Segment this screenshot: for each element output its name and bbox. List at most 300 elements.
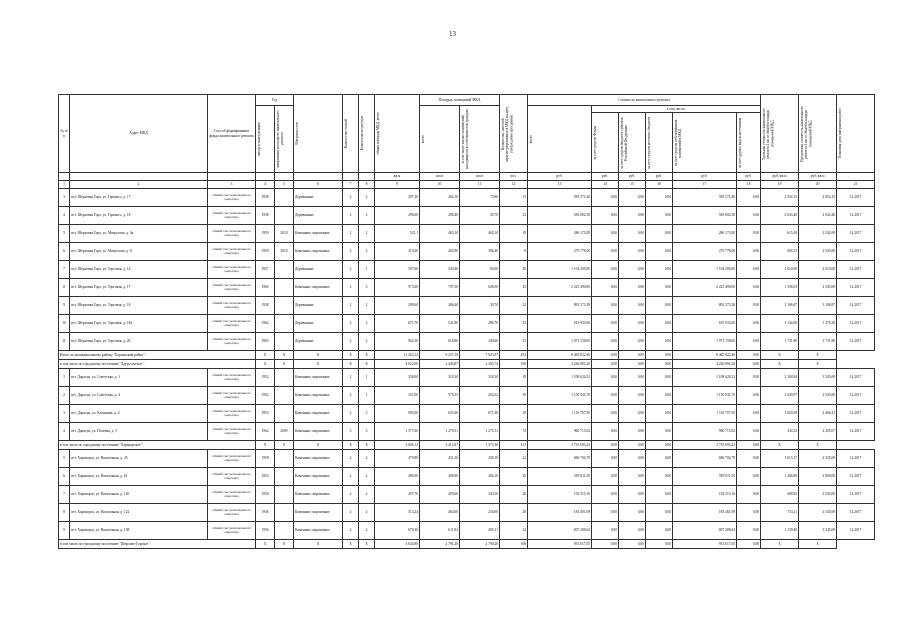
table-cell: 0,00 xyxy=(592,405,619,423)
table-cell: 0,00 xyxy=(737,261,761,279)
table-cell: 1936 xyxy=(256,504,275,522)
table-cell xyxy=(275,450,294,468)
table-cell: 402,80 xyxy=(420,243,460,261)
column-number-cell: 11 xyxy=(460,181,500,189)
column-number-cell: 8 xyxy=(359,181,375,189)
table-cell: 9 xyxy=(59,522,70,540)
table-cell: 0,00 xyxy=(737,405,761,423)
col-date-header: Плановая дата завершения работ xyxy=(837,95,875,173)
table-cell: 1 104 295,00 xyxy=(673,261,737,279)
table-cell: 454,52 xyxy=(460,387,500,405)
table-cell: 1 139,40 xyxy=(761,522,799,540)
table-cell: 0,00 xyxy=(737,279,761,297)
table-cell: 2 545,69 xyxy=(799,486,837,504)
table-cell: 18 xyxy=(500,225,528,243)
table-cell xyxy=(275,261,294,279)
table-cell: 0,00 xyxy=(619,261,646,279)
column-number-cell: 16 xyxy=(646,181,673,189)
subtotal-cell: X xyxy=(761,360,799,369)
table-cell: 0,00 xyxy=(737,423,761,441)
col-total-area-header: общая площадь МКД, всего xyxy=(375,95,420,173)
table-cell: 0,00 xyxy=(619,189,646,207)
table-cell: 1938 xyxy=(256,207,275,225)
subtotal-cell: 2 446,87 xyxy=(420,360,460,369)
column-number-cell: 2 xyxy=(70,181,208,189)
col-cost-fund-header: за счет средств Фонда xyxy=(592,113,619,173)
table-row xyxy=(59,261,875,279)
table-cell: 0,00 xyxy=(592,387,619,405)
table-cell: 32 xyxy=(500,315,528,333)
table-row xyxy=(59,207,875,225)
table-cell: 2 xyxy=(343,333,359,351)
table-cell: 2 xyxy=(343,504,359,522)
table-cell: 583 802,50 xyxy=(673,207,737,225)
table-cell: 0,00 xyxy=(592,189,619,207)
table-cell: пгт. Харанорск, ул. Вокзальная, д. 45 xyxy=(70,450,208,468)
table-row xyxy=(59,189,875,207)
subtotal-row xyxy=(59,540,875,549)
table-cell: 6 xyxy=(59,468,70,486)
table-cell xyxy=(275,504,294,522)
table-cell: 0,00 xyxy=(646,405,673,423)
table-cell: 30 xyxy=(500,387,528,405)
column-numbers-row xyxy=(59,181,875,189)
table-cell: 5 xyxy=(59,225,70,243)
table-cell: общий счет регионального оператора xyxy=(208,279,256,297)
subtotal-cell: 0,00 xyxy=(737,441,761,450)
col-cost-total-header: всего xyxy=(528,106,592,173)
table-cell: 4 xyxy=(59,207,70,225)
table-cell: 2 xyxy=(359,522,375,540)
table-cell: пгт. Шерловая Гора, ул. Матросова, д. 6 xyxy=(70,243,208,261)
table-cell: 892 373,38 xyxy=(673,297,737,315)
table-cell: 686 704,79 xyxy=(528,450,592,468)
subtotal-cell: X xyxy=(294,351,343,360)
table-cell: пгт. Харанорск, ул. Вокзальная, д. 158 xyxy=(70,522,208,540)
table-cell: пгт. Шерловая Гора, ул. Матросова, д. 4а xyxy=(70,225,208,243)
table-cell: 0,00 xyxy=(737,243,761,261)
table-cell: 0,00 xyxy=(619,297,646,315)
table-cell: пгт. Шерловая Гора, ул. Торговая, д. 14 xyxy=(70,261,208,279)
table-cell: пгт. Шерловая Гора, ул. Горького, д. 17 xyxy=(70,189,208,207)
unit-cell xyxy=(275,173,294,181)
subtotal-cell: 100 xyxy=(500,360,528,369)
table-cell: 2 xyxy=(343,297,359,315)
table-cell: 192 315,16 xyxy=(528,486,592,504)
table-cell: 279 778,00 xyxy=(673,243,737,261)
subtotal-cell: X xyxy=(799,351,837,360)
table-cell: 0,00 xyxy=(737,225,761,243)
table-cell: Деревянные xyxy=(294,297,343,315)
table-cell: 286 173,00 xyxy=(528,225,592,243)
table-cell: 0,00 xyxy=(646,387,673,405)
table-cell: 1 108 624,52 xyxy=(528,369,592,387)
column-number-cell: 21 xyxy=(837,181,875,189)
subtotal-cell: 0,00 xyxy=(737,360,761,369)
table-cell: 2 545,69 xyxy=(799,243,837,261)
table-cell: 973,60 xyxy=(375,279,420,297)
column-number-cell: 17 xyxy=(673,181,737,189)
table-cell: 7 xyxy=(59,486,70,504)
subtotal-cell: 0,00 xyxy=(737,351,761,360)
table-cell: 1 108 624,52 xyxy=(673,369,737,387)
table-cell: 0,00 xyxy=(737,297,761,315)
table-cell: 0,00 xyxy=(592,522,619,540)
table-cell: 0,00 xyxy=(737,450,761,468)
table-cell: 0,00 xyxy=(619,522,646,540)
col-wall-header: Материал стен xyxy=(294,95,343,173)
subtotal-row xyxy=(59,360,875,369)
unit-cell: руб. xyxy=(673,173,737,181)
table-cell: 4 xyxy=(59,423,70,441)
column-number-cell: 20 xyxy=(799,181,837,189)
subtotal-cell: X xyxy=(294,540,343,549)
table-cell: 1953 xyxy=(256,468,275,486)
table-cell: 2 xyxy=(343,207,359,225)
table-cell: 619 933,60 xyxy=(528,315,592,333)
col-max-unit-cost-header: Предельная стоимость капитального ремонта 1 кв. м общей площади помещений МКД xyxy=(799,95,837,173)
table-cell xyxy=(275,315,294,333)
table-cell: пгт. Шерловая Гора, ул. Торговая, д. 20 xyxy=(70,333,208,351)
table-cell: 0,00 xyxy=(619,405,646,423)
table-row xyxy=(59,369,875,387)
table-cell: 486,00 xyxy=(375,468,420,486)
table-cell: 1 731,88 xyxy=(761,333,799,351)
table-cell: 0,00 xyxy=(646,261,673,279)
subtotal-cell: X xyxy=(799,441,837,450)
table-cell: 1 xyxy=(359,387,375,405)
table-cell: Деревянные xyxy=(294,207,343,225)
subtotal-cell: 9 237,10 xyxy=(420,351,460,360)
table-cell: 2 800,00 xyxy=(799,468,837,486)
table-cell: 0,00 xyxy=(592,243,619,261)
table-cell: 12.2017 xyxy=(837,279,875,297)
table-cell: общий счет регионального оператора xyxy=(208,261,256,279)
subtotal-label: в том числе по городскому поселению "Харанорское": xyxy=(59,441,256,450)
table-cell: 0,00 xyxy=(737,189,761,207)
table-cell: пгт. Шерловая Гора, ул. Торговая, д. 18а xyxy=(70,315,208,333)
table-cell: 2 043,40 xyxy=(799,207,837,225)
table-cell: 0,00 xyxy=(646,333,673,351)
subtotal-cell: 953 617,05 xyxy=(673,540,737,549)
table-cell: 33 xyxy=(500,333,528,351)
table-cell: 0,00 xyxy=(592,504,619,522)
table-cell xyxy=(275,387,294,405)
subtotal-cell: 0,00 xyxy=(619,441,646,450)
table-cell: 619 933,60 xyxy=(673,315,737,333)
table-cell: 0,00 xyxy=(619,207,646,225)
table-cell: 12.2017 xyxy=(837,423,875,441)
subtotal-cell: 0,00 xyxy=(592,360,619,369)
table-cell xyxy=(275,333,294,351)
subtotal-cell: X xyxy=(359,360,375,369)
subtotal-label: Итого по муниципальному району "Борзинский район": xyxy=(59,351,256,360)
table-cell: 351,00 xyxy=(375,387,420,405)
page-number: 13 xyxy=(449,30,456,38)
table-cell: 1 xyxy=(359,261,375,279)
table-cell: 286,40 xyxy=(420,297,460,315)
table-cell: Деревянные xyxy=(294,333,343,351)
table-cell: 0,00 xyxy=(619,450,646,468)
table-cell: 1 144,00 xyxy=(761,315,799,333)
table-cell: 2 xyxy=(343,522,359,540)
col-num-header: № п/п xyxy=(59,95,70,173)
table-cell: 216,00 xyxy=(460,504,500,522)
subtotal-cell: 7 923,97 xyxy=(460,351,500,360)
table-cell: 12.2017 xyxy=(837,315,875,333)
table-cell: 12.2017 xyxy=(837,243,875,261)
table-cell: 2 xyxy=(359,207,375,225)
column-number-cell: 15 xyxy=(619,181,646,189)
table-cell: 0,00 xyxy=(737,207,761,225)
subtotal-cell: 11 263,12 xyxy=(375,351,420,360)
table-cell: 22 xyxy=(500,450,528,468)
table-cell: 3 xyxy=(343,423,359,441)
col-cost-other-header: за счет других видов источников xyxy=(737,113,761,173)
table-cell: 334,32 xyxy=(761,423,799,441)
table-cell: 1 820,38 xyxy=(761,405,799,423)
table-cell: пгт. Дарасун, ул. Калинина, д. 4 xyxy=(70,405,208,423)
table-cell xyxy=(275,486,294,504)
table-cell: 2 xyxy=(343,369,359,387)
table-cell: 2 449,97 xyxy=(761,387,799,405)
table-cell: 318,30 xyxy=(420,369,460,387)
subtotal-cell: 8 465 822,46 xyxy=(528,351,592,360)
table-cell: 611,82 xyxy=(420,522,460,540)
table-cell: 286,70 xyxy=(460,315,500,333)
table-cell: общий счет регионального оператора xyxy=(208,297,256,315)
column-number-cell: 5 xyxy=(275,181,294,189)
table-cell: 0,00 xyxy=(646,279,673,297)
table-cell xyxy=(275,189,294,207)
table-cell: 7 xyxy=(59,261,70,279)
table-cell: пгт. Шерловая Гора, ул. Торговая, д. 17 xyxy=(70,279,208,297)
table-cell: 1 279,51 xyxy=(420,423,460,441)
table-cell: 2 043,40 xyxy=(761,207,799,225)
table-cell: 18 xyxy=(500,369,528,387)
table-row xyxy=(59,522,875,540)
table-cell: 12.2017 xyxy=(837,207,875,225)
table-cell: 1 266,89 xyxy=(761,468,799,486)
table-cell: 686 704,79 xyxy=(673,450,737,468)
subtotal-cell: X xyxy=(294,441,343,450)
table-cell: 20 xyxy=(500,261,528,279)
table-row xyxy=(59,450,875,468)
header-row-top xyxy=(59,95,875,106)
table-cell: 2009 xyxy=(275,423,294,441)
unit-cell: кв.м xyxy=(375,173,420,181)
table-cell: 5 xyxy=(59,450,70,468)
table-cell: 0,00 xyxy=(646,243,673,261)
table-cell: 960 715,02 xyxy=(528,423,592,441)
subtotal-cell: 0,00 xyxy=(619,351,646,360)
subtotal-cell: X xyxy=(275,540,294,549)
table-row xyxy=(59,486,875,504)
table-cell: 0,00 xyxy=(592,468,619,486)
table-cell: 299,60 xyxy=(375,297,420,315)
table-cell: 284,10 xyxy=(420,189,460,207)
table-cell: 3 xyxy=(59,189,70,207)
table-cell: Каменные, кирпичные xyxy=(294,243,343,261)
table-cell: 284,10 xyxy=(460,468,500,486)
table-cell: 12.2017 xyxy=(837,261,875,279)
subtotal-cell: X xyxy=(275,441,294,450)
table-cell: 1 104 295,00 xyxy=(528,261,592,279)
table-cell: 3 xyxy=(359,423,375,441)
subtotal-cell: 4 022,00 xyxy=(375,360,420,369)
table-cell: пгт. Харанорск, ул. Вокзальная, д. 61 xyxy=(70,468,208,486)
unit-cell xyxy=(294,173,343,181)
subtotal-cell: X xyxy=(343,540,359,549)
unit-cell: кв.м xyxy=(460,173,500,181)
table-cell: общий счет регионального оператора xyxy=(208,504,256,522)
table-cell: 2 225 490,00 xyxy=(673,279,737,297)
table-cell: 13 xyxy=(500,189,528,207)
column-number-cell: 19 xyxy=(761,181,799,189)
subtotal-cell: 0,00 xyxy=(592,351,619,360)
table-cell: 12.2017 xyxy=(837,297,875,315)
table-cell: 3 104,84 xyxy=(761,369,799,387)
table-cell: 1 150 941,70 xyxy=(528,387,592,405)
table-cell: Каменные, кирпичные xyxy=(294,225,343,243)
table-cell: 0,00 xyxy=(646,315,673,333)
table-cell: Каменные, кирпичные xyxy=(294,405,343,423)
col-cost-header: Стоимость капитального ремонта xyxy=(528,95,761,106)
column-number-cell: 12 xyxy=(500,181,528,189)
table-cell: Деревянные xyxy=(294,189,343,207)
table-cell: пгт. Харанорск, ул. Вокзальная, д. 120 xyxy=(70,486,208,504)
table-row xyxy=(59,225,875,243)
column-number-cell: 10 xyxy=(420,181,460,189)
col-premises-total-header: всего xyxy=(420,106,460,173)
table-cell: 2 xyxy=(359,486,375,504)
subtotal-cell: 2 791,20 xyxy=(420,540,460,549)
table-cell: 1 xyxy=(59,369,70,387)
table-cell: 2 xyxy=(359,450,375,468)
table-cell: 2010 xyxy=(275,243,294,261)
table-cell: 8 xyxy=(59,279,70,297)
table-cell: 1938 xyxy=(256,189,275,207)
subtotal-cell: X xyxy=(359,540,375,549)
col-cost-local-header: за счет средств местного бюджета xyxy=(646,113,673,173)
table-row xyxy=(59,405,875,423)
subtotal-cell: X xyxy=(343,360,359,369)
table-cell: 2 xyxy=(359,297,375,315)
table-cell: 183 461,09 xyxy=(528,504,592,522)
table-cell: 962,30 xyxy=(375,333,420,351)
unit-cell: руб. xyxy=(646,173,673,181)
table-cell: 39,70 xyxy=(460,297,500,315)
table-cell: 12.2017 xyxy=(837,225,875,243)
table-cell: 618,80 xyxy=(420,333,460,351)
table-cell: 279 778,00 xyxy=(528,243,592,261)
table-cell: общий счет регионального оператора xyxy=(208,333,256,351)
table-cell: 0,00 xyxy=(619,423,646,441)
table-cell: Каменные, кирпичные xyxy=(294,504,343,522)
table-cell: 0,00 xyxy=(619,504,646,522)
table-cell: 45 xyxy=(500,279,528,297)
table-cell: пгт. Шерловая Гора, ул. Торговая, д. 18 xyxy=(70,297,208,315)
column-number-cell: 9 xyxy=(375,181,420,189)
subtotal-cell: X xyxy=(275,351,294,360)
table-cell: 0,00 xyxy=(619,387,646,405)
table-cell: пгт. Дарасун, ул. Полевая, д. 5 xyxy=(70,423,208,441)
col-cost-owners-header: за счет средств собственников помещений в МКД xyxy=(673,113,737,173)
subtotal-cell: X xyxy=(256,360,275,369)
subtotal-cell: X xyxy=(343,441,359,450)
table-cell: Каменные, кирпичные xyxy=(294,468,343,486)
column-number-cell: 3 xyxy=(208,181,256,189)
table-cell: 0,00 xyxy=(737,486,761,504)
table-cell: 1 150 941,70 xyxy=(673,387,737,405)
table-cell: 2 xyxy=(343,243,359,261)
table-cell: 797,50 xyxy=(420,279,460,297)
column-number-cell: 6 xyxy=(294,181,343,189)
col-address-header: Адрес МКД xyxy=(70,95,208,173)
table-cell: 0,00 xyxy=(592,279,619,297)
subtotal-cell: 0,00 xyxy=(619,360,646,369)
table-cell: 0,00 xyxy=(592,423,619,441)
col-residents-header: Количество жителей, зарегистрированных в МКД на дату утверждения программы xyxy=(500,95,528,173)
subtotal-row xyxy=(59,351,875,360)
table-cell: 1984 xyxy=(256,279,275,297)
table-cell: 1959 xyxy=(256,225,275,243)
table-cell: 597,60 xyxy=(375,261,420,279)
column-number-cell: 14 xyxy=(592,181,619,189)
table-cell: 75,80 xyxy=(460,189,500,207)
table-cell: 465,10 xyxy=(420,225,460,243)
table-cell: 396,40 xyxy=(460,243,500,261)
subtotal-cell: X xyxy=(256,441,275,450)
table-cell: общий счет регионального оператора xyxy=(208,189,256,207)
table-cell: 22 xyxy=(500,297,528,315)
table-cell: 0,00 xyxy=(619,279,646,297)
unit-cell: кв.м xyxy=(420,173,460,181)
table-cell: 3 xyxy=(359,405,375,423)
table-cell: Каменные, кирпичные xyxy=(294,423,343,441)
table-cell: 12.2017 xyxy=(837,450,875,468)
table-cell: 0,00 xyxy=(592,486,619,504)
column-number-cell: 1 xyxy=(59,181,70,189)
subtotal-cell: X xyxy=(275,360,294,369)
table-cell: 3 xyxy=(359,315,375,333)
table-cell: 12.2017 xyxy=(837,189,875,207)
table-cell: 497,70 xyxy=(375,486,420,504)
table-cell: 2 225 490,00 xyxy=(528,279,592,297)
table-cell: 10 xyxy=(59,315,70,333)
table-cell: общий счет регионального оператора xyxy=(208,423,256,441)
table-cell: 2 325,69 xyxy=(799,450,837,468)
table-cell: 0,00 xyxy=(646,504,673,522)
table-cell: 479,88 xyxy=(375,450,420,468)
table-cell: 8 xyxy=(500,243,528,261)
table-cell: 2 545,69 xyxy=(799,504,837,522)
subtotal-cell: 4 226 891,20 xyxy=(528,360,592,369)
table-cell: 1 071 158,00 xyxy=(528,333,592,351)
col-entrances-header: Количество подъездов xyxy=(359,95,375,173)
table-cell: 2 010,00 xyxy=(799,261,837,279)
unit-cell xyxy=(256,173,275,181)
subtotal-cell: X xyxy=(294,360,343,369)
table-cell: 2 xyxy=(343,387,359,405)
table-cell: 200,18 xyxy=(460,450,500,468)
col-cost-subject-header: за счет средств бюджета субъекта Российской Федерации xyxy=(619,113,646,173)
subtotal-cell: X xyxy=(799,360,837,369)
col-cost-incl-header: в том числе: xyxy=(592,106,761,113)
table-row xyxy=(59,423,875,441)
table-cell xyxy=(275,279,294,297)
table-cell: 39,70 xyxy=(460,207,500,225)
